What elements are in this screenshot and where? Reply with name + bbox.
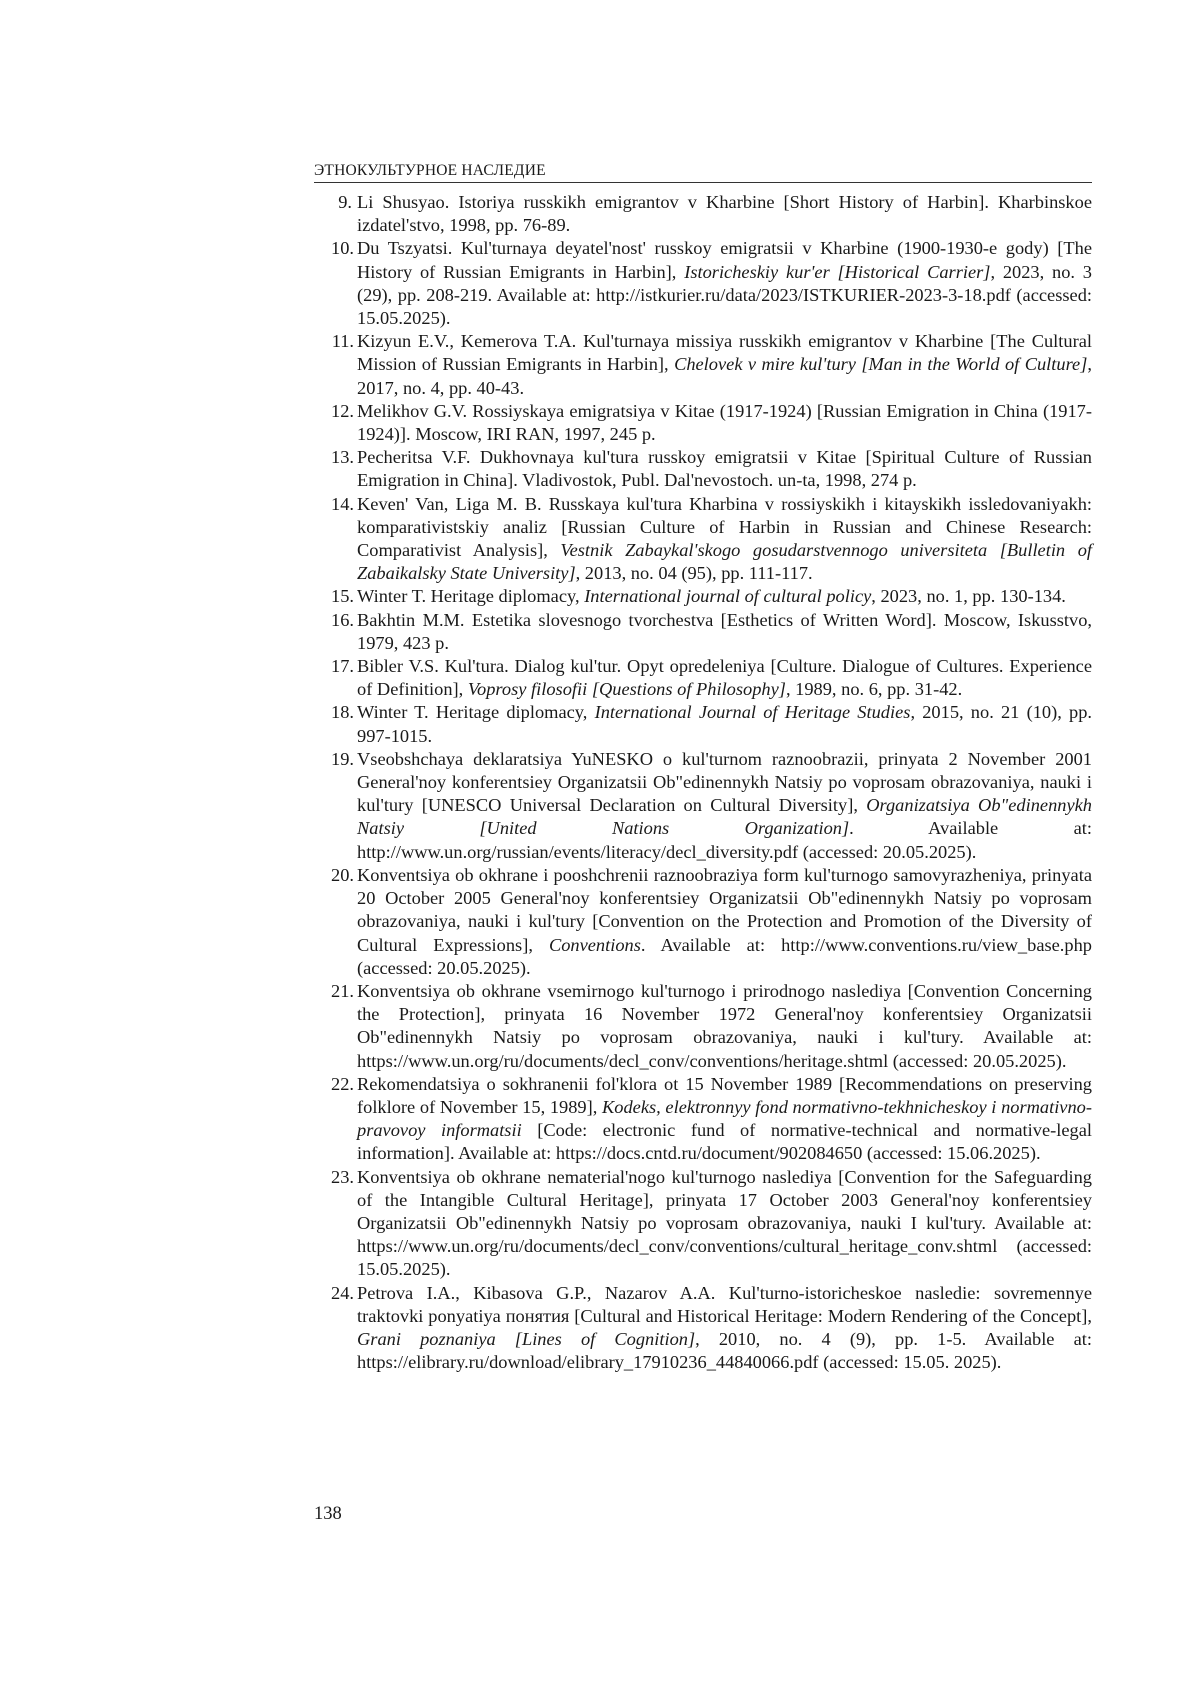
reference-source-title: Conventions [548,934,641,955]
reference-number: 22. [331,1073,354,1094]
reference-text: Pecheritsa V.F. Dukhovnaya kul'tura russkoy emigratsii v Kitae [Spiritual Culture of Russian Emigration in China]. Vladivostok, Publ. Dal'nevostoch. un-ta, 1998, 274 p. [357,447,1092,491]
reference-source-title: International journal of cultural policy [584,586,872,607]
reference-number: 19. [331,748,354,769]
reference-number: 21. [331,980,354,1001]
reference-item [330,701,1092,747]
reference-number: 13. [331,447,354,468]
reference-item [330,493,1092,586]
reference-number: 15. [331,586,354,607]
reference-number: 11. [331,331,354,352]
reference-item [330,400,1092,446]
reference-text: Bibler V.S. Kul'tura. Dialog kul'tur. Opyt opredeleniya [Culture. Dialogue of Cultures. Experience of Definition], [357,656,1092,700]
reference-list [330,191,1092,1374]
reference-item [330,609,1092,655]
reference-number: 17. [331,656,354,677]
reference-item [330,1282,1092,1375]
reference-source-title: International Journal of Heritage Studies [594,702,911,723]
reference-text: Vseobshchaya deklaratsiya YuNESKO o kul'turnom raznoobrazii, prinyata 2 November 2001 General'noy konferentsiey Organizatsii Ob"edinennykh Natsiy po voprosam obrazovaniya, nauki i kul'tury [UNESCO Universal Declaration on Cultural Diversity], [357,748,1092,816]
reference-text: Kizyun E.V., Kemerova T.A. Kul'turnaya missiya russkikh emigrantov v Kharbine [The Cultural Mission of Russian Emigrants in Harbin], [357,331,1092,375]
reference-item [330,748,1092,864]
reference-text: Bakhtin M.M. Estetika slovesnogo tvorchestva [Esthetics of Written Word]. Moscow, Iskusstvo, 1979, 423 p. [357,609,1092,653]
reference-text: , 2017, no. 4, pp. 40-43. [357,354,1092,398]
reference-text: Winter T. Heritage diplomacy, [357,702,595,723]
reference-item [330,191,1092,237]
reference-text: . Available at: http://www.un.org/russian/events/literacy/decl_diversity.pdf (accessed: 20.05.2025). [357,818,1092,862]
reference-item [330,446,1092,492]
reference-text: Rekomendatsiya o sokhranenii fol'klora ot 15 November 1989 [Recommendations on preserving folklore of November 15, 1989], [357,1073,1092,1117]
reference-number: 16. [331,609,354,630]
reference-number: 24. [331,1282,354,1303]
reference-text: Du Tszyatsi. Kul'turnaya deyatel'nost' russkoy emigratsii v Kharbine (1900-1930-e gody) [The History of Russian Emigrants in Harbin], [357,238,1092,282]
reference-item [330,1166,1092,1282]
reference-item [330,1073,1092,1166]
reference-text: Petrova I.A., Kibasova G.P., Nazarov A.A. Kul'turno-istoricheskoe nasledie: sovremennye traktovki ponyatiya понятия [Cultural and Historical Heritage: Modern Rendering of the Concept], [357,1282,1092,1326]
reference-item [330,655,1092,701]
reference-text: [Code: electronic fund of normative-technical and normative-legal information]. Available at: https://docs.cntd.ru/document/902084650 (accessed: 15.06.2025). [357,1120,1092,1164]
reference-number: 23. [331,1166,354,1187]
reference-text: , 2023, no. 3 (29), pp. 208-219. Available at: http://istkurier.ru/data/2023/ISTKURIER-2023-3-18.pdf (accessed: 15.05.2025). [357,261,1092,329]
reference-text: . Available at: http://www.conventions.ru/view_base.php (accessed: 20.05.2025). [357,934,1092,978]
reference-number: 14. [331,493,354,514]
reference-item [330,585,1092,608]
reference-number: 10. [331,238,354,259]
reference-text: Konventsiya ob okhrane nematerial'nogo kul'turnogo naslediya [Convention for the Safeguarding of the Intangible Cultural Heritage], prinyata 17 October 2003 General'noy konferentsiey Organizatsii Ob"edinennykh Natsiy po voprosam obrazovaniya, nauki I kul'tury. Available at: https://www.un.org/ru/documents/decl_conv/conventions/cultural_heritage_conv.shtml (accessed: 15.05.2025). [357,1166,1092,1280]
reference-source-title: Kodeks, elektronnyy fond normativno-tekhnicheskoy i normativno-pravovoy informatsii [357,1096,1092,1141]
reference-text: , 2023, no. 1, pp. 130-134. [871,586,1066,607]
running-head: ЭТНОКУЛЬТУРНОЕ НАСЛЕДИЕ [314,162,1092,183]
reference-item [330,864,1092,980]
reference-number: 18. [331,702,354,723]
reference-text: Winter T. Heritage diplomacy, [357,586,585,607]
reference-text: Melikhov G.V. Rossiyskaya emigratsiya v Kitae (1917-1924) [Russian Emigration in China (1917-1924)]. Moscow, IRI RAN, 1997, 245 p. [357,400,1092,445]
reference-text: Konventsiya ob okhrane i pooshchrenii raznoobraziya form kul'turnogo samovyrazheniya, prinyata 20 October 2005 General'noy konferentsiey Organizatsii Ob"edinennykh Natsiy po voprosam obrazovaniya, nauki i kul'tury [Convention on the Protection and Promotion of the Diversity of Cultural Expressions], [357,864,1092,955]
reference-source-title: Chelovek v mire kul'tury [Man in the World of Culture] [674,354,1088,375]
reference-source-title: Organizatsiya Ob"edinennykh Natsiy [United Nations Organization] [357,795,1092,839]
reference-text: Keven' Van, Liga M. B. Russkaya kul'tura Kharbina v rossiyskikh i kitayskikh issledovaniyakh: komparativistskiy analiz [Russian Culture of Harbin in Russian and Chinese Research: Comparativist Analysis], [357,493,1092,561]
reference-text: , 2010, no. 4 (9), pp. 1-5. Available at: https://elibrary.ru/download/elibrary_17910236_44840066.pdf (accessed: 15.05. 2025). [357,1328,1092,1373]
reference-source-title: Grani poznaniya [Lines of Cognition] [357,1328,696,1349]
reference-text: Konventsiya ob okhrane vsemirnogo kul'turnogo i prirodnogo naslediya [Convention Concerning the Protection], prinyata 16 November 1972 General'noy konferentsiey Organizatsii Ob"edinennykh Natsiy po voprosam obrazovaniya, nauki i kul'tury. Available at: https://www.un.org/ru/documents/decl_conv/conventions/heritage.shtml (accessed: 20.05.2025). [357,980,1092,1071]
reference-item [330,980,1092,1073]
reference-number: 20. [331,864,354,885]
reference-text: , 2015, no. 21 (10), pp. 997-1015. [357,702,1092,746]
reference-item [330,237,1092,330]
page-number: 138 [314,1504,342,1524]
reference-text: , 2013, no. 04 (95), pp. 111-117. [575,563,813,584]
reference-item [330,330,1092,400]
reference-source-title: Voprosy filosofii [Questions of Philosophy] [467,679,786,700]
reference-source-title: Istoricheskiy kur'er [Historical Carrier] [684,261,991,282]
reference-source-title: Vestnik Zabaykal'skogo gosudarstvennogo universiteta [Bulletin of Zabaikalsky State University] [357,540,1092,584]
reference-number: 9. [338,192,352,212]
reference-text: Li Shusyao. Istoriya russkikh emigrantov v Kharbine [Short History of Harbin]. Kharbinskoe izdatel'stvo, 1998, pp. 76-89. [357,192,1092,236]
reference-text: , 1989, no. 6, pp. 31-42. [785,679,963,700]
reference-number: 12. [331,400,354,421]
